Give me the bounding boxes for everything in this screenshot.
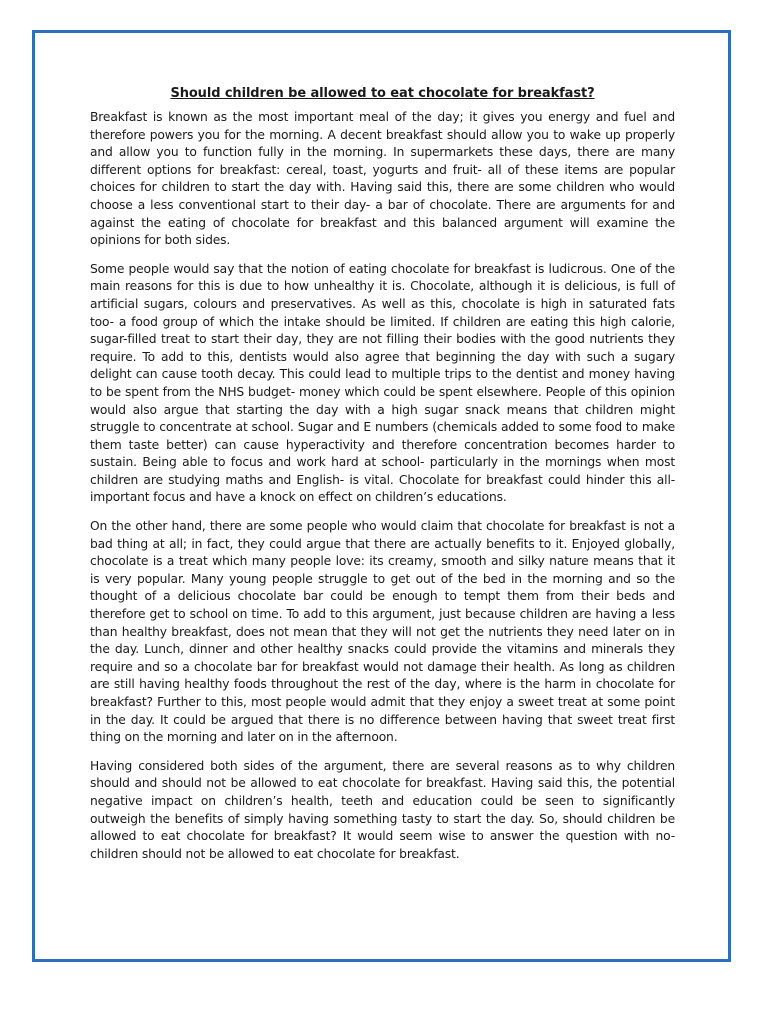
- paragraph-against: Some people would say that the notion of eating chocolate for breakfast is ludicrous. One of the main reasons for this is due to how unhealthy it is. Chocolate, although it is delicious, is full of artificial sugars, colours and preservatives. As well as this, chocolate is high in saturated fats too- a food group of which the intake should be limited. If children are eating this high calorie, sugar-filled treat to start their day, they are not filling their bodies with the good nutrients they require. To add to this, dentists would also agree that beginning the day with such a sugary delight can cause tooth decay. This could lead to multiple trips to the dentist and money having to be spent from the NHS budget- money which could be spent elsewhere. People of this opinion would also argue that starting the day with a high sugar snack means that children might struggle to concentrate at school. Sugar and E numbers (chemicals added to some food to make them taste better) can cause hyperactivity and therefore concentration becomes harder to sustain. Being able to focus and work hard at school- particularly in the mornings when most children are studying maths and English- is vital. Chocolate for breakfast could hinder this all-important focus and have a knock on effect on children’s educations.: [90, 261, 675, 505]
- document-title: Should children be allowed to eat chocolate for breakfast?: [170, 86, 595, 101]
- paragraph-conclusion: Having considered both sides of the argument, there are several reasons as to why children should and should not be allowed to eat chocolate for breakfast. Having said this, the potential negative impact on children’s health, teeth and education could be seen to significantly outweigh the benefits of simply having something tasty to start the day. So, should children be allowed to eat chocolate for breakfast? It would seem wise to answer the question with no- children should not be allowed to eat chocolate for breakfast.: [90, 758, 675, 861]
- paragraph-for: On the other hand, there are some people who would claim that chocolate for breakfast is not a bad thing at all; in fact, they could argue that there are actually benefits to it. Enjoyed globally, chocolate is a treat which many people love: its creamy, smooth and silky nature means that it is very popular. Many young people struggle to get out of the bed in the morning and so the thought of a delicious chocolate bar could be enough to tempt them from their beds and therefore get to school on time. To add to this argument, just because children are having a less than healthy breakfast, does not mean that they will not get the nutrients they need later on in the day. Lunch, dinner and other healthy snacks could provide the vitamins and minerals they require and so a chocolate bar for breakfast would not damage their health. As long as children are still having healthy foods throughout the rest of the day, where is the harm in chocolate for breakfast? Further to this, most people would admit that they enjoy a sweet treat at some point in the day. It could be argued that there is no difference between having that sweet treat first thing on the morning and later on in the afternoon.: [90, 519, 675, 745]
- document-body: [90, 86, 675, 874]
- paragraph-introduction: Breakfast is known as the most important meal of the day; it gives you energy and fuel and therefore powers you for the morning. A decent breakfast should allow you to wake up properly and allow you to function fully in the morning. In supermarkets these days, there are many different options for breakfast: cereal, toast, yogurts and fruit- all of these items are popular choices for children to start the day with. Having said this, there are some children who would choose a less conventional start to their day- a bar of chocolate. There are arguments for and against the eating of chocolate for breakfast and this balanced argument will examine the opinions for both sides.: [90, 110, 675, 248]
